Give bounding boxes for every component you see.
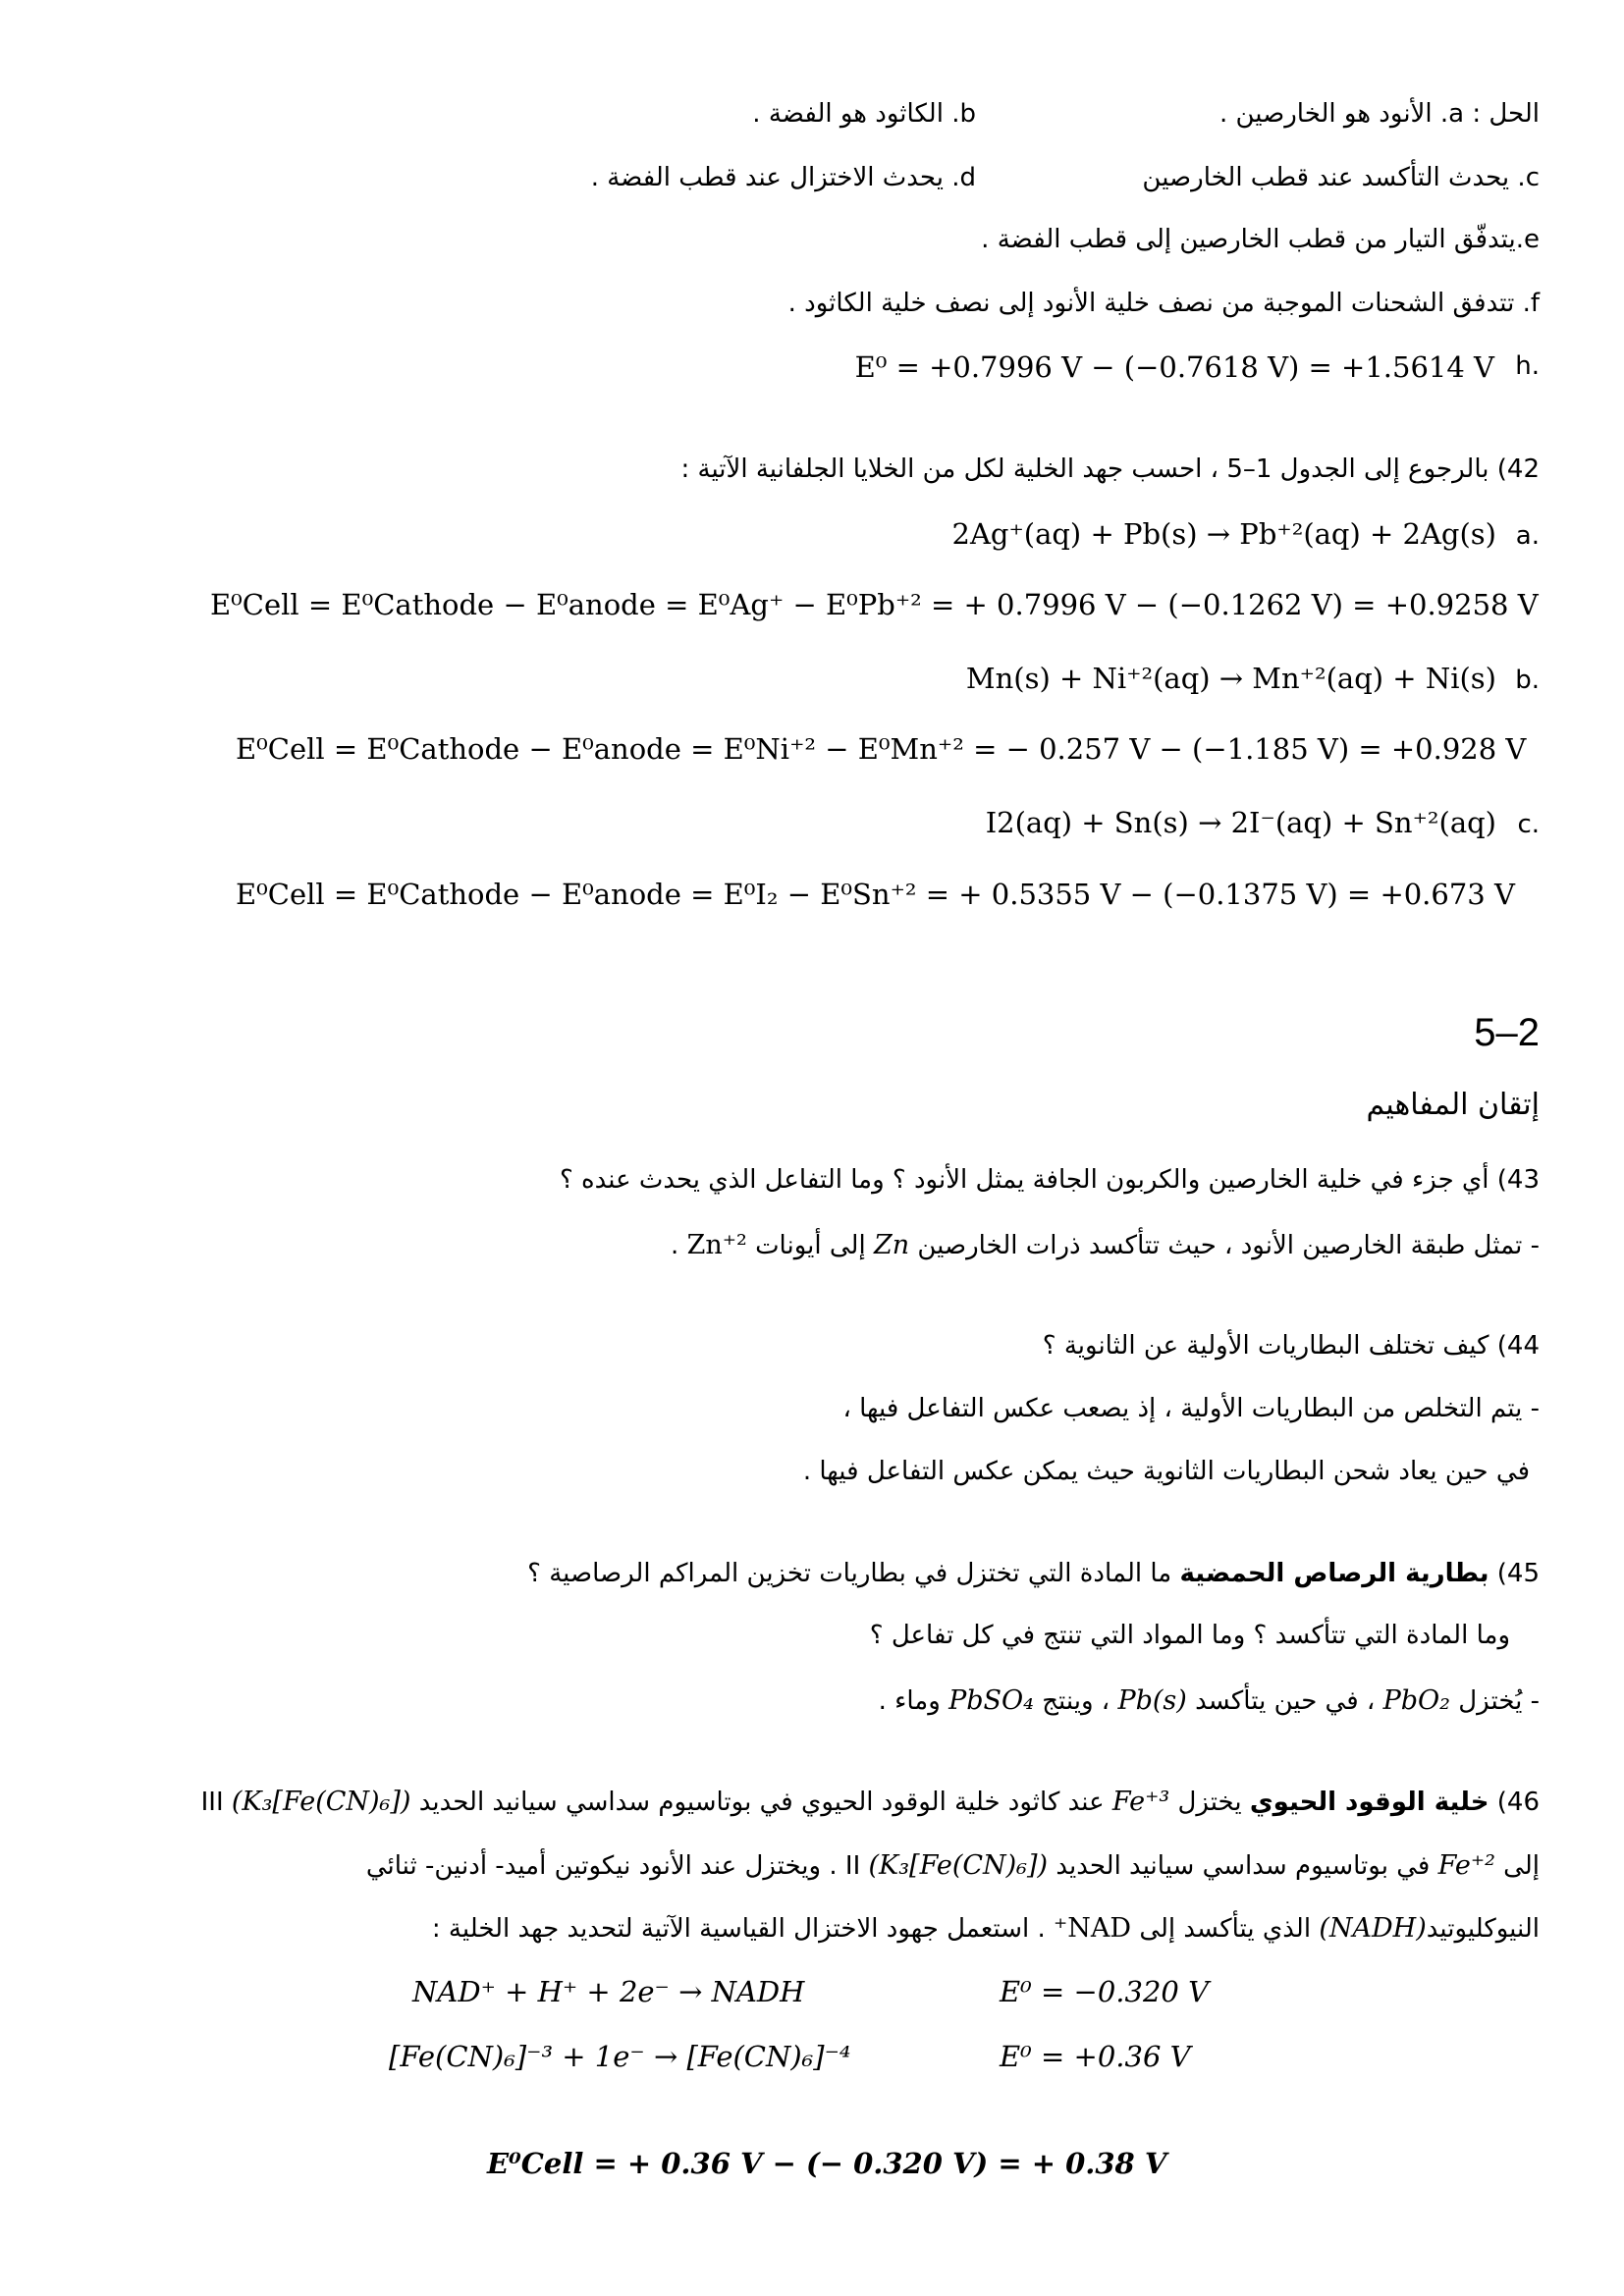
q41-answer-a: الحل : a. الأنود هو الخارصين . <box>1218 99 1540 129</box>
q46-cell-potential-result: E⁰Cell = + 0.36 V − (− 0.320 V) = + 0.38 V <box>487 2147 1167 2180</box>
q41-answer-f: f. تتدفق الشحنات الموجبة من نصف خلية الأنود إلى نصف خلية الكاثود . <box>787 289 1540 318</box>
q42-b-calculation: E⁰Cell = E⁰Cathode − E⁰anode = E⁰Ni⁺² − E⁰Mn⁺² = − 0.257 V − (−1.185 V) = +0.928 V <box>236 732 1527 766</box>
q46-line3-p3: . استعمل جهود الاختزال القياسية الآتية لتحديد جهد الخلية : <box>431 1914 1046 1944</box>
q45-pbo2: PbO₂ <box>1382 1685 1450 1716</box>
q42-a-reaction: 2Ag⁺(aq) + Pb(s) → Pb⁺²(aq) + 2Ag(s) <box>951 517 1496 551</box>
q46-line1 <box>201 1785 1540 1820</box>
q46-half-reaction-2-potential: E⁰ = +0.36 V <box>1000 2040 1191 2073</box>
q46-k3-iii: (K₃[Fe(CN)₆]) <box>231 1787 411 1817</box>
q45-question-line2: وما المادة التي تتأكسد ؟ وما المواد التي تنتج في كل تفاعل ؟ <box>869 1621 1510 1650</box>
q42-question: 42) بالرجوع إلى الجدول 1–5 ، احسب جهد الخلية لكل من الخلايا الجلفانية الآتية : <box>680 454 1540 484</box>
q45-question <box>527 1558 1540 1591</box>
q42-b-reaction: Mn(s) + Ni⁺²(aq) → Mn⁺²(aq) + Ni(s) <box>965 662 1496 695</box>
q46-line1-p2: عند كاثود خلية الوقود الحيوي في بوتاسيوم سداسي سيانيد الحديد III <box>200 1788 1105 1817</box>
q45-pbso4: PbSO₄ <box>948 1685 1034 1716</box>
q45-pb: Pb(s) <box>1117 1685 1187 1716</box>
q46-half-reaction-1-potential: E⁰ = −0.320 V <box>1000 1975 1210 2008</box>
q46-half-reaction-1: NAD⁺ + H⁺ + 2e⁻ → NADH <box>412 1975 805 2008</box>
q46-line3-p1: النيوكليوتيد <box>1426 1914 1540 1944</box>
q46-line2-p3: . ويختزل عند الأنود نيكوتين أميد- أدنين- ثنائي <box>365 1851 838 1881</box>
q43-answer <box>671 1228 1540 1263</box>
q45-answer-p2: ، في حين يتأكسد <box>1195 1686 1376 1716</box>
q42-c-reaction: I2(aq) + Sn(s) → 2I⁻(aq) + Sn⁺²(aq) <box>985 806 1496 839</box>
q41-answer-b: b. الكاثود هو الفضة . <box>752 99 976 129</box>
q43-zn-ion: Zn⁺² <box>686 1230 747 1260</box>
q46-line3 <box>432 1911 1540 1947</box>
q41-answer-e: e.يتدفّق التيار من قطب الخارصين إلى قطب الفضة . <box>981 225 1540 254</box>
q45-question-text: ما المادة التي تختزل في بطاريات تخزين المراكم الرصاصية ؟ <box>527 1559 1172 1588</box>
q46-half-reaction-2: [Fe(CN)₆]⁻³ + 1e⁻ → [Fe(CN)₆]⁻⁴ <box>389 2040 851 2073</box>
q46-k3-ii: (K₃[Fe(CN)₆]) <box>868 1850 1049 1881</box>
q41-answer-d: d. يحدث الاختزال عند قطب الفضة . <box>590 163 976 192</box>
q42-a-calculation: E⁰Cell = E⁰Cathode − E⁰anode = E⁰Ag⁺ − E⁰Pb⁺² = + 0.7996 V − (−0.1262 V) = +0.9258 V <box>210 588 1539 621</box>
q46-nad: NAD⁺ <box>1054 1913 1132 1944</box>
q44-answer-line1: - يتم التخلص من البطاريات الأولية ، إذ يصعب عكس التفاعل فيها ، <box>842 1394 1540 1423</box>
q44-answer-line2: في حين يعاد شحن البطاريات الثانوية حيث يمكن عكس التفاعل فيها . <box>802 1457 1530 1486</box>
q46-title: خلية الوقود الحيوي <box>1249 1788 1489 1817</box>
q46-number: 46) <box>1496 1788 1540 1817</box>
q45-answer-p4: وماء . <box>878 1686 941 1716</box>
q43-question: 43) أي جزء في خلية الخارصين والكربون الجافة يمثل الأنود ؟ وما التفاعل الذي يحدث عنده ؟ <box>559 1165 1540 1195</box>
q43-answer-end: . <box>671 1231 679 1260</box>
q46-line3-p2: الذي يتأكسد إلى <box>1139 1914 1312 1944</box>
q46-line2-p2: في بوتاسيوم سداسي سيانيد الحديد II <box>844 1851 1431 1881</box>
q46-line2 <box>366 1848 1540 1884</box>
q46-line1-p1: يختزل <box>1177 1788 1242 1817</box>
q45-answer-p3: ، وينتج <box>1042 1686 1110 1716</box>
q46-line2-p1: إلى <box>1503 1851 1540 1881</box>
q45-title: بطارية الرصاص الحمضية <box>1179 1559 1489 1588</box>
q45-answer <box>879 1683 1540 1719</box>
q42-c-label: .c <box>1517 810 1540 839</box>
q43-answer-part2: إلى أيونات <box>755 1231 866 1260</box>
q41-answer-h-equation: E⁰ = +0.7996 V − (−0.7618 V) = +1.5614 V <box>854 350 1494 384</box>
q41-answer-c: c. يحدث التأكسد عند قطب الخارصين <box>1142 163 1540 192</box>
q46-fe2: Fe⁺² <box>1437 1850 1495 1881</box>
section-number: 5–2 <box>1474 1011 1540 1054</box>
q46-nadh: (NADH) <box>1319 1913 1427 1944</box>
q42-b-label: .b <box>1515 666 1540 695</box>
section-title: إتقان المفاهيم <box>1366 1088 1540 1122</box>
q43-answer-part1: - تمثل طبقة الخارصين الأنود ، حيث تتأكسد ذرات الخارصين <box>917 1231 1540 1260</box>
q43-zn: Zn <box>873 1230 910 1260</box>
q46-fe3: Fe⁺³ <box>1111 1787 1170 1817</box>
q45-number: 45) <box>1496 1559 1540 1588</box>
q44-question: 44) كيف تختلف البطاريات الأولية عن الثانوية ؟ <box>1042 1331 1540 1361</box>
q45-answer-p1: - يُختزل <box>1458 1686 1540 1716</box>
q42-c-calculation: E⁰Cell = E⁰Cathode − E⁰anode = E⁰I₂ − E⁰Sn⁺² = + 0.5355 V − (−0.1375 V) = +0.673 V <box>236 878 1515 911</box>
q42-a-label: .a <box>1515 521 1540 551</box>
q41-answer-h-label: .h <box>1515 351 1540 381</box>
